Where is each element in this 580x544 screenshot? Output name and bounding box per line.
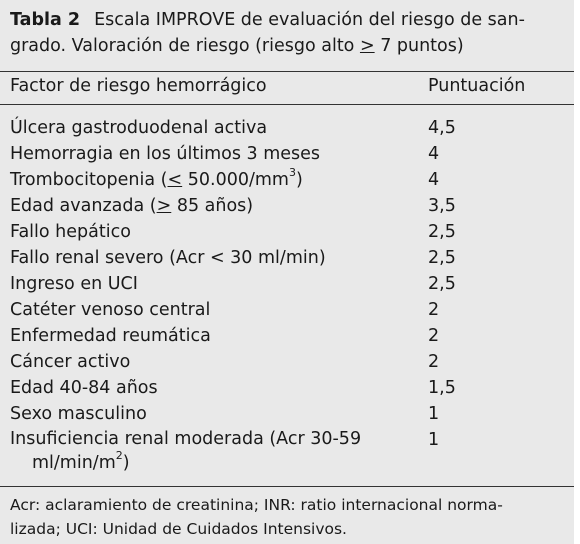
row-factor — [10, 167, 410, 193]
row-factor: Fallo renal severo (Acr < 30 ml/min) — [10, 248, 326, 268]
table-row — [0, 349, 574, 375]
caption-title: Escala IMPROVE de evaluación del riesgo de san- — [94, 10, 525, 30]
row-factor: Úlcera gastroduodenal activa — [10, 118, 268, 138]
header-factor: Factor de riesgo hemorrágico — [10, 76, 267, 96]
row-factor — [10, 193, 410, 219]
row-factor — [10, 427, 410, 475]
row-score: 3,5 — [428, 196, 456, 216]
header-score: Puntuación — [428, 76, 526, 96]
row-score: 2,5 — [428, 248, 456, 268]
row-factor: Ingreso en UCI — [10, 274, 138, 294]
table-row — [0, 167, 574, 193]
row-score: 1 — [428, 430, 440, 450]
table-row — [0, 401, 574, 427]
table-row — [0, 193, 574, 219]
factor-text: 50.000/mm — [182, 170, 289, 190]
row-factor: Catéter venoso central — [10, 300, 211, 320]
table-row — [0, 271, 574, 297]
factor-text-line-2 — [10, 451, 410, 475]
table-header — [0, 76, 574, 102]
row-factor: Sexo masculino — [10, 404, 147, 424]
row-factor: Hemorragia en los últimos 3 meses — [10, 144, 321, 164]
table-label: Tabla 2 — [10, 10, 81, 30]
factor-text: ml/min/m — [32, 453, 116, 473]
footnote-line-1: Acr: aclaramiento de creatinina; INR: ratio internacional norma- — [10, 496, 503, 514]
table-row — [0, 427, 574, 477]
table-row — [0, 115, 574, 141]
superscript: 3 — [288, 166, 296, 180]
footer-rule — [0, 486, 574, 487]
table-row — [0, 323, 574, 349]
table-footnote — [10, 493, 570, 541]
row-score: 2,5 — [428, 274, 456, 294]
caption-line-2 — [10, 33, 570, 59]
table-row — [0, 141, 574, 167]
row-score: 4 — [428, 170, 440, 190]
row-score: 4,5 — [428, 118, 456, 138]
row-score: 1 — [428, 404, 440, 424]
table-body — [0, 115, 574, 477]
ge-symbol: > — [156, 196, 172, 216]
row-factor: Cáncer activo — [10, 352, 131, 372]
caption-line-2-prefix: grado. Valoración de riesgo (riesgo alto — [10, 36, 360, 56]
table-row — [0, 297, 574, 323]
table-row — [0, 245, 574, 271]
row-score: 2 — [428, 300, 440, 320]
caption-ge-symbol: > — [359, 36, 375, 56]
factor-text: 85 años) — [171, 196, 254, 216]
row-score: 4 — [428, 144, 440, 164]
le-symbol: < — [167, 170, 183, 190]
factor-text-line-1: Insuficiencia renal moderada (Acr 30-59 — [10, 429, 362, 449]
header-top-rule — [0, 71, 574, 72]
footnote-line-2: lizada; UCI: Unidad de Cuidados Intensivos. — [10, 520, 347, 538]
row-factor: Edad 40-84 años — [10, 378, 158, 398]
factor-text: ) — [122, 453, 130, 473]
row-score: 2,5 — [428, 222, 456, 242]
table-caption — [10, 7, 570, 59]
table-row — [0, 375, 574, 401]
row-score: 1,5 — [428, 378, 456, 398]
factor-text: Edad avanzada ( — [10, 196, 157, 216]
table-row — [0, 219, 574, 245]
row-score: 2 — [428, 352, 440, 372]
factor-text: ) — [295, 170, 303, 190]
superscript: 2 — [115, 449, 123, 463]
header-bottom-rule — [0, 104, 574, 105]
row-factor: Enfermedad reumática — [10, 326, 211, 346]
row-factor: Fallo hepático — [10, 222, 131, 242]
factor-text: Trombocitopenia ( — [10, 170, 168, 190]
caption-line-1 — [10, 7, 570, 33]
caption-line-2-suffix: 7 puntos) — [374, 36, 464, 56]
row-score: 2 — [428, 326, 440, 346]
